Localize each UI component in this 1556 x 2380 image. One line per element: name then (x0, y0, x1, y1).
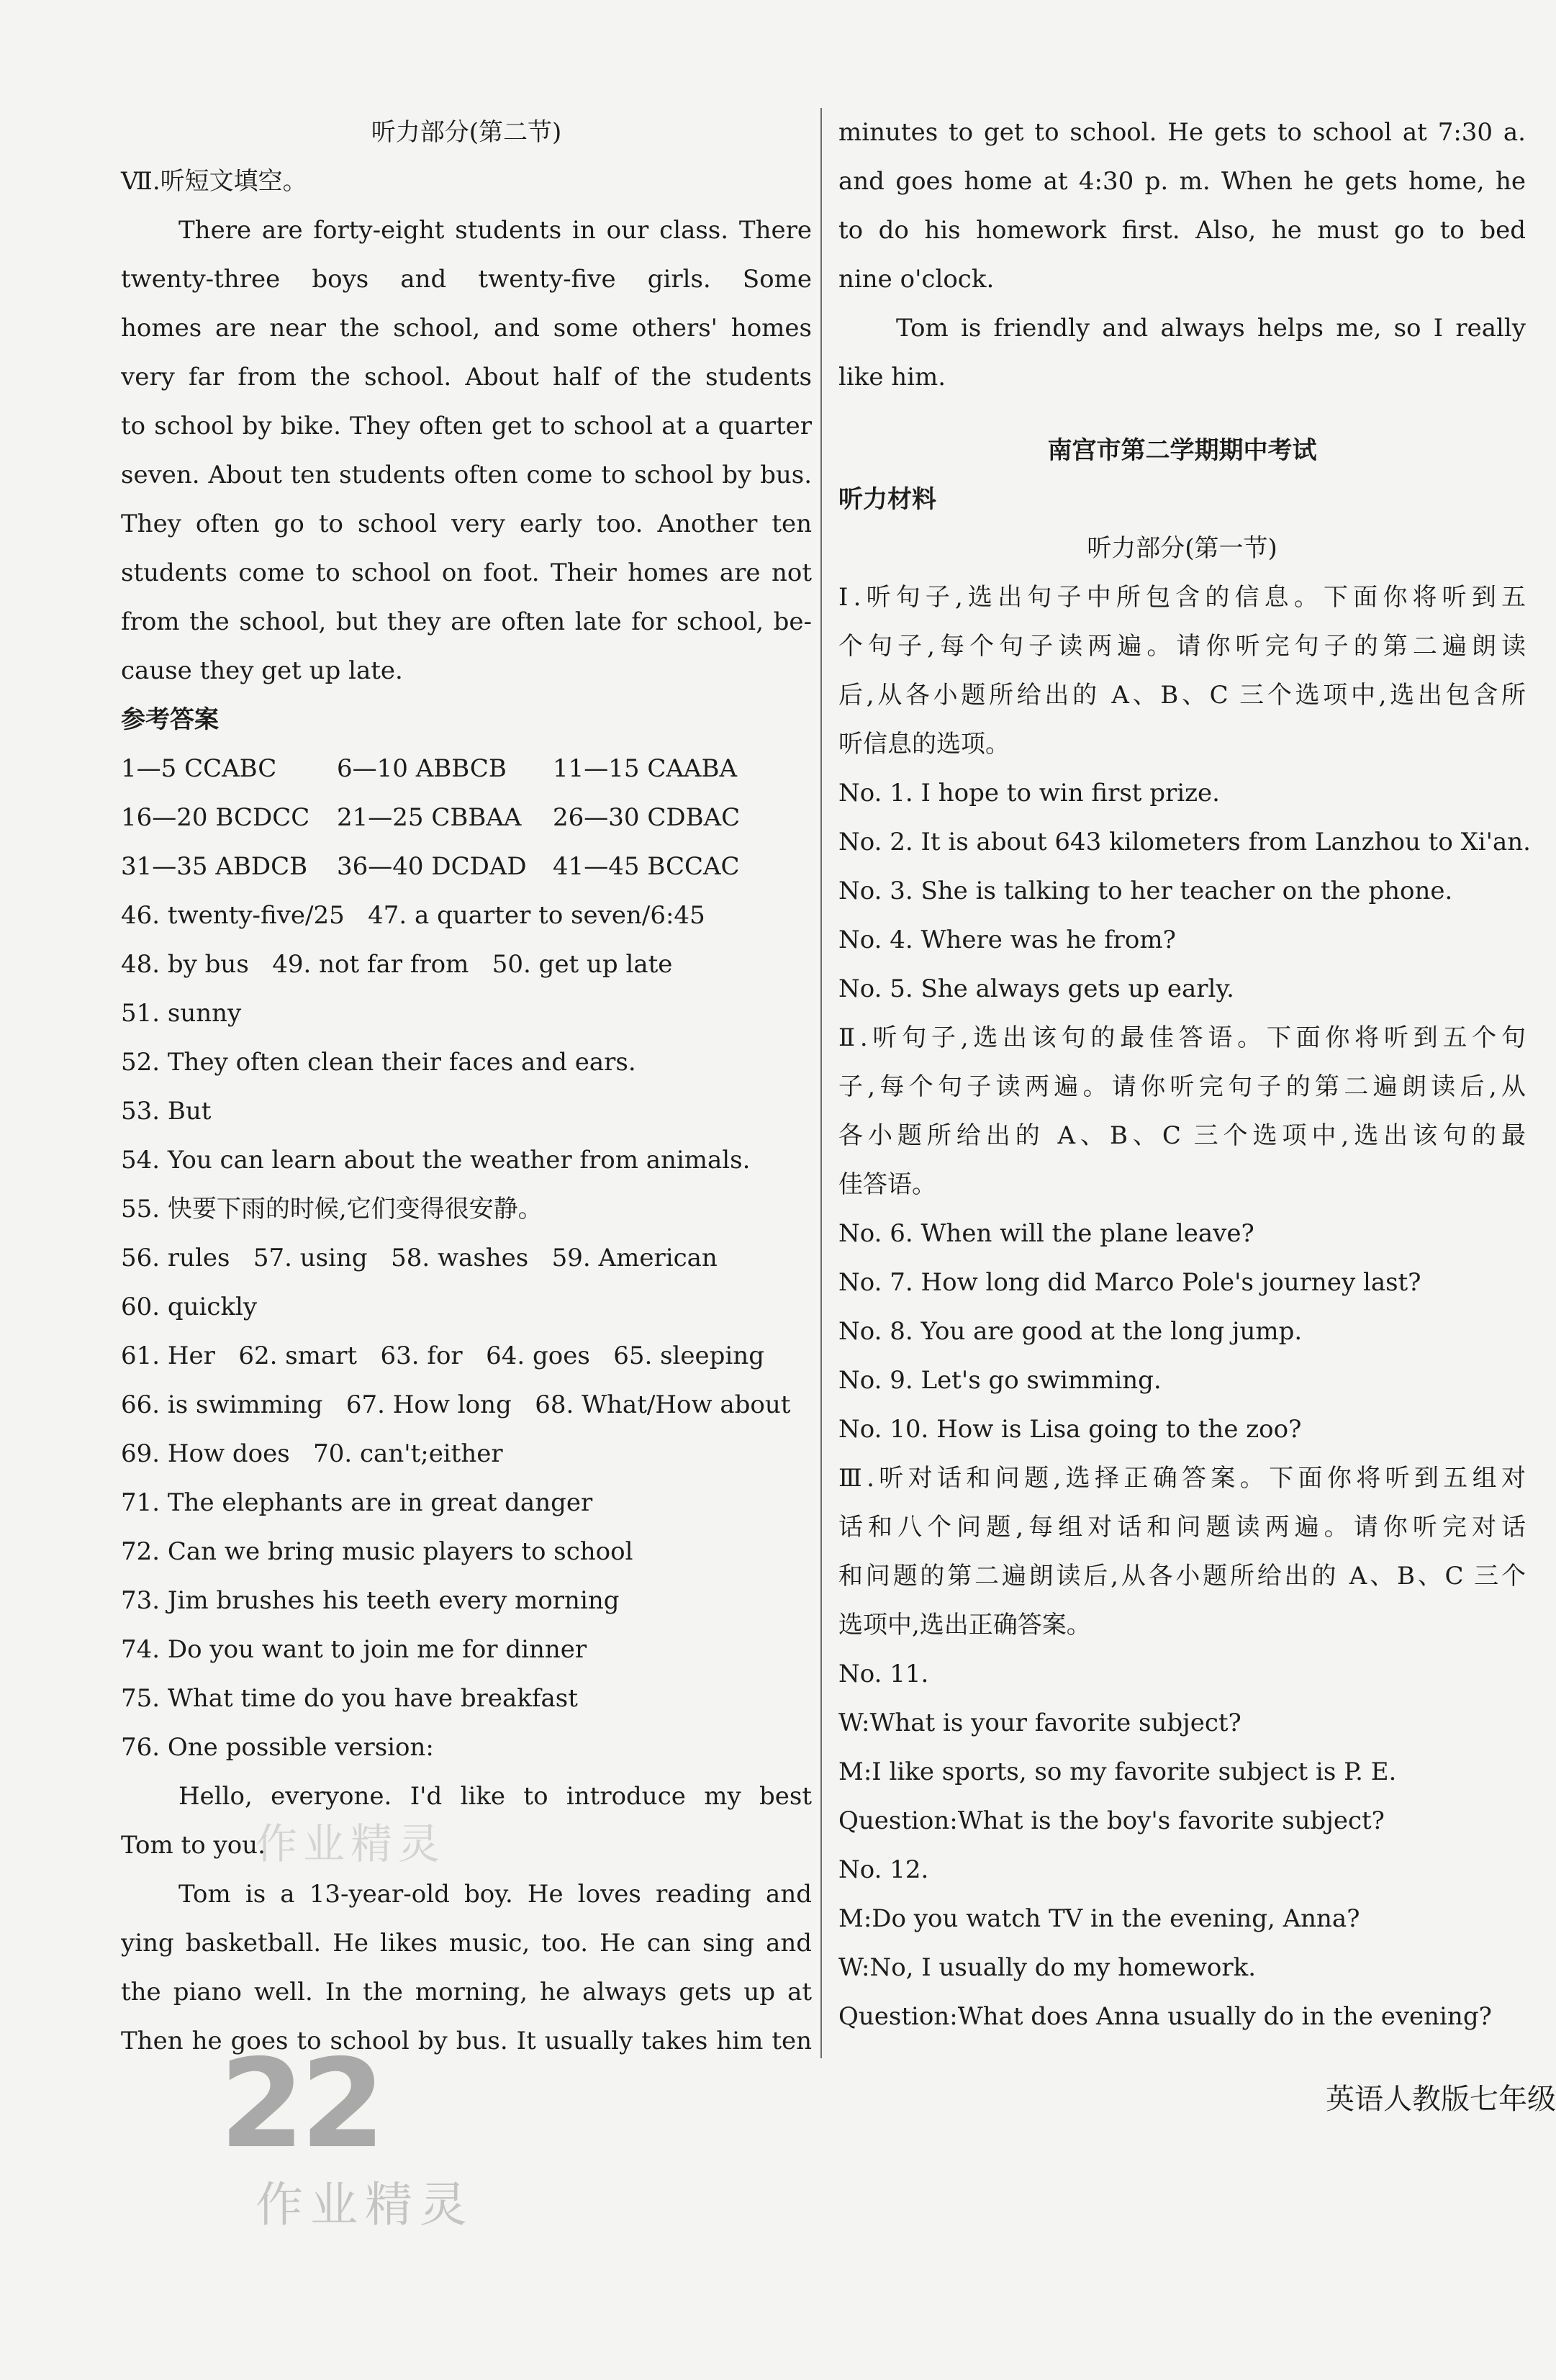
watermark-text: 作业精灵 (255, 1819, 446, 1868)
instruction-line: 子,每个句子读两遍。请你听完句子的第二遍朗读后,从 (838, 1072, 1526, 1101)
answer-line: 48. by bus 49. not far from 50. get up late (121, 950, 673, 979)
listening-passage (121, 206, 812, 695)
answer-line: 76. One possible version: (121, 1733, 434, 1762)
answer-row (121, 744, 812, 793)
essay-line: and goes home at 4:30 p. m. When he gets home, he (838, 167, 1526, 196)
sample-essay (121, 1772, 812, 2065)
watermark-text: 作业精灵 (255, 2177, 474, 2232)
listening-item: No. 7. How long did Marco Pole's journey last? (838, 1268, 1421, 1297)
part7-title: Ⅶ.听短文填空。 (121, 167, 307, 196)
answer-line: 55. 快要下雨的时候,它们变得很安静。 (121, 1195, 543, 1223)
dialogue-line: No. 11. (838, 1660, 929, 1688)
answer-line: 74. Do you want to join me for dinner (121, 1635, 587, 1664)
listening-item: No. 4. Where was he from? (838, 926, 1176, 954)
dialogue-line: W:No, I usually do my homework. (838, 1953, 1257, 1982)
answer-line: 56. rules 57. using 58. washes 59. American (121, 1244, 718, 1272)
instruction-line: 选项中,选出正确答案。 (838, 1611, 1091, 1639)
passage-line: very far from the school. About half of the students (121, 363, 812, 392)
dialogue-line: W:What is your favorite subject? (838, 1709, 1241, 1737)
essay-line: Then he goes to school by bus. It usually takes him ten (121, 2027, 812, 2055)
answer-line: 51. sunny (121, 999, 242, 1028)
listening-item: No. 9. Let's go swimming. (838, 1366, 1162, 1395)
dialogue-line: Question:What does Anna usually do in the evening? (838, 2002, 1492, 2031)
listening-item: No. 5. She always gets up early. (838, 974, 1234, 1003)
answer-line: 73. Jim brushes his teeth every morning (121, 1586, 620, 1615)
answer-line: 75. What time do you have breakfast (121, 1684, 578, 1713)
passage-line: There are forty-eight students in our class. There (178, 216, 812, 245)
essay-line: minutes to get to school. He gets to school at 7:30 a. (838, 118, 1526, 147)
dialogue-line: M:Do you watch TV in the evening, Anna? (838, 1904, 1360, 1933)
listening-item: No. 1. I hope to win first prize. (838, 779, 1220, 807)
essay-line: Tom is friendly and always helps me, so I really (896, 314, 1526, 343)
answer-lines (121, 891, 812, 1772)
passage-line: homes are near the school, and some others' homes (121, 314, 812, 343)
listening-item: No. 2. It is about 643 kilometers from Lanzhou to Xi'an. (838, 828, 1531, 856)
essay-line: Tom is a 13-year-old boy. He loves reading and (178, 1880, 812, 1909)
answer-line: 54. You can learn about the weather from animals. (121, 1146, 751, 1175)
essay-line: to do his homework first. Also, he must go to bed (838, 216, 1526, 245)
instruction-line: 各小题所给出的 A、B、C 三个选项中,选出该句的最 (838, 1121, 1526, 1150)
answer-row (121, 842, 812, 891)
answer-line: 72. Can we bring music players to school (121, 1537, 633, 1566)
answer-group: 11—15 CAABA (553, 754, 737, 783)
answer-grid (121, 744, 812, 891)
listening-item: No. 3. She is talking to her teacher on the phone. (838, 877, 1453, 905)
answer-group: 41—45 BCCAC (553, 852, 740, 881)
part2-items (838, 1209, 1526, 1454)
answer-group: 31—35 ABDCB (121, 852, 308, 881)
answer-line: 46. twenty-five/25 47. a quarter to seven/6:45 (121, 901, 705, 930)
listening-item: No. 10. How is Lisa going to the zoo? (838, 1415, 1302, 1444)
essay-line: the piano well. In the morning, he always gets up at (121, 1978, 812, 2006)
page-number: 22 (220, 2033, 381, 2176)
instruction-line: 话和八个问题,每组对话和问题读两遍。请你听完对话 (838, 1513, 1526, 1542)
book-label: 英语人教版七年级 (1326, 2083, 1556, 2116)
passage-line: twenty-three boys and twenty-five girls. Some (121, 265, 812, 294)
material-title: 听力材料 (838, 485, 936, 514)
answer-line: 69. How does 70. can't;either (121, 1439, 503, 1468)
answers-title: 参考答案 (121, 705, 219, 734)
answer-line: 53. But (121, 1097, 212, 1126)
essay-continued (838, 108, 1526, 402)
answer-group: 26—30 CDBAC (553, 803, 741, 832)
part1-instructions (838, 573, 1526, 769)
instruction-line: 后,从各小题所给出的 A、B、C 三个选项中,选出包含所 (838, 681, 1526, 710)
passage-line: from the school, but they are often late for school, be- (121, 607, 812, 636)
dialogue-line: Question:What is the boy's favorite subject? (838, 1806, 1385, 1835)
instruction-line: 佳答语。 (838, 1170, 936, 1199)
answer-group: 6—10 ABBCB (337, 754, 507, 783)
right-column (838, 108, 1531, 2041)
essay-line: Tom to you. (121, 1831, 266, 1860)
answer-line: 52. They often clean their faces and ears. (121, 1048, 636, 1077)
passage-line: to school by bike. They often get to school at a quarter (121, 412, 812, 440)
listening-item: No. 6. When will the plane leave? (838, 1219, 1254, 1248)
column-divider (820, 108, 822, 2058)
passage-line: seven. About ten students often come to school by bus. (121, 461, 812, 489)
listening-item: No. 8. You are good at the long jump. (838, 1317, 1303, 1346)
answer-group: 16—20 BCDCC (121, 803, 310, 832)
part3-instructions (838, 1454, 1526, 1650)
essay-line: ying basketball. He likes music, too. He can sing and (121, 1929, 812, 1958)
passage-line: cause they get up late. (121, 656, 403, 685)
instruction-line: Ⅱ.听句子,选出该句的最佳答语。下面你将听到五个句 (838, 1023, 1526, 1052)
instruction-line: 个句子,每个句子读两遍。请你听完句子的第二遍朗读 (838, 632, 1526, 661)
answer-group: 1—5 CCABC (121, 754, 277, 783)
exam-title: 南宫市第二学期期中考试 (1047, 436, 1317, 465)
answer-row (121, 793, 812, 842)
part1-items (838, 769, 1531, 1013)
dialogue-line: No. 12. (838, 1855, 929, 1884)
answer-line: 71. The elephants are in great danger (121, 1488, 593, 1517)
part2-instructions (838, 1013, 1526, 1209)
instruction-line: 听信息的选项。 (838, 730, 1010, 759)
answer-group: 21—25 CBBAA (337, 803, 522, 832)
instruction-line: Ⅲ.听对话和问题,选择正确答案。下面你将听到五组对 (838, 1464, 1526, 1493)
passage-line: They often go to school very early too. Another ten (121, 510, 812, 538)
left-column (121, 108, 812, 2065)
section-title-part1: 听力部分(第一节) (1087, 534, 1277, 563)
part3-items (838, 1650, 1526, 2041)
answer-line: 61. Her 62. smart 63. for 64. goes 65. sleeping (121, 1341, 764, 1370)
instruction-line: 和问题的第二遍朗读后,从各小题所给出的 A、B、C 三个 (838, 1562, 1526, 1591)
answer-line: 66. is swimming 67. How long 68. What/How about (121, 1390, 791, 1419)
answer-group: 36—40 DCDAD (337, 852, 527, 881)
answer-line: 60. quickly (121, 1293, 258, 1321)
essay-line: like him. (838, 363, 946, 392)
essay-line: Hello, everyone. I'd like to introduce my best (178, 1782, 812, 1811)
dialogue-line: M:I like sports, so my favorite subject is P. E. (838, 1757, 1397, 1786)
instruction-line: Ⅰ.听句子,选出句子中所包含的信息。下面你将听到五 (838, 583, 1526, 612)
section-title-part2: 听力部分(第二节) (371, 118, 562, 147)
section-gap (838, 402, 1526, 426)
essay-line: nine o'clock. (838, 265, 995, 294)
passage-line: students come to school on foot. Their homes are not (121, 558, 812, 587)
